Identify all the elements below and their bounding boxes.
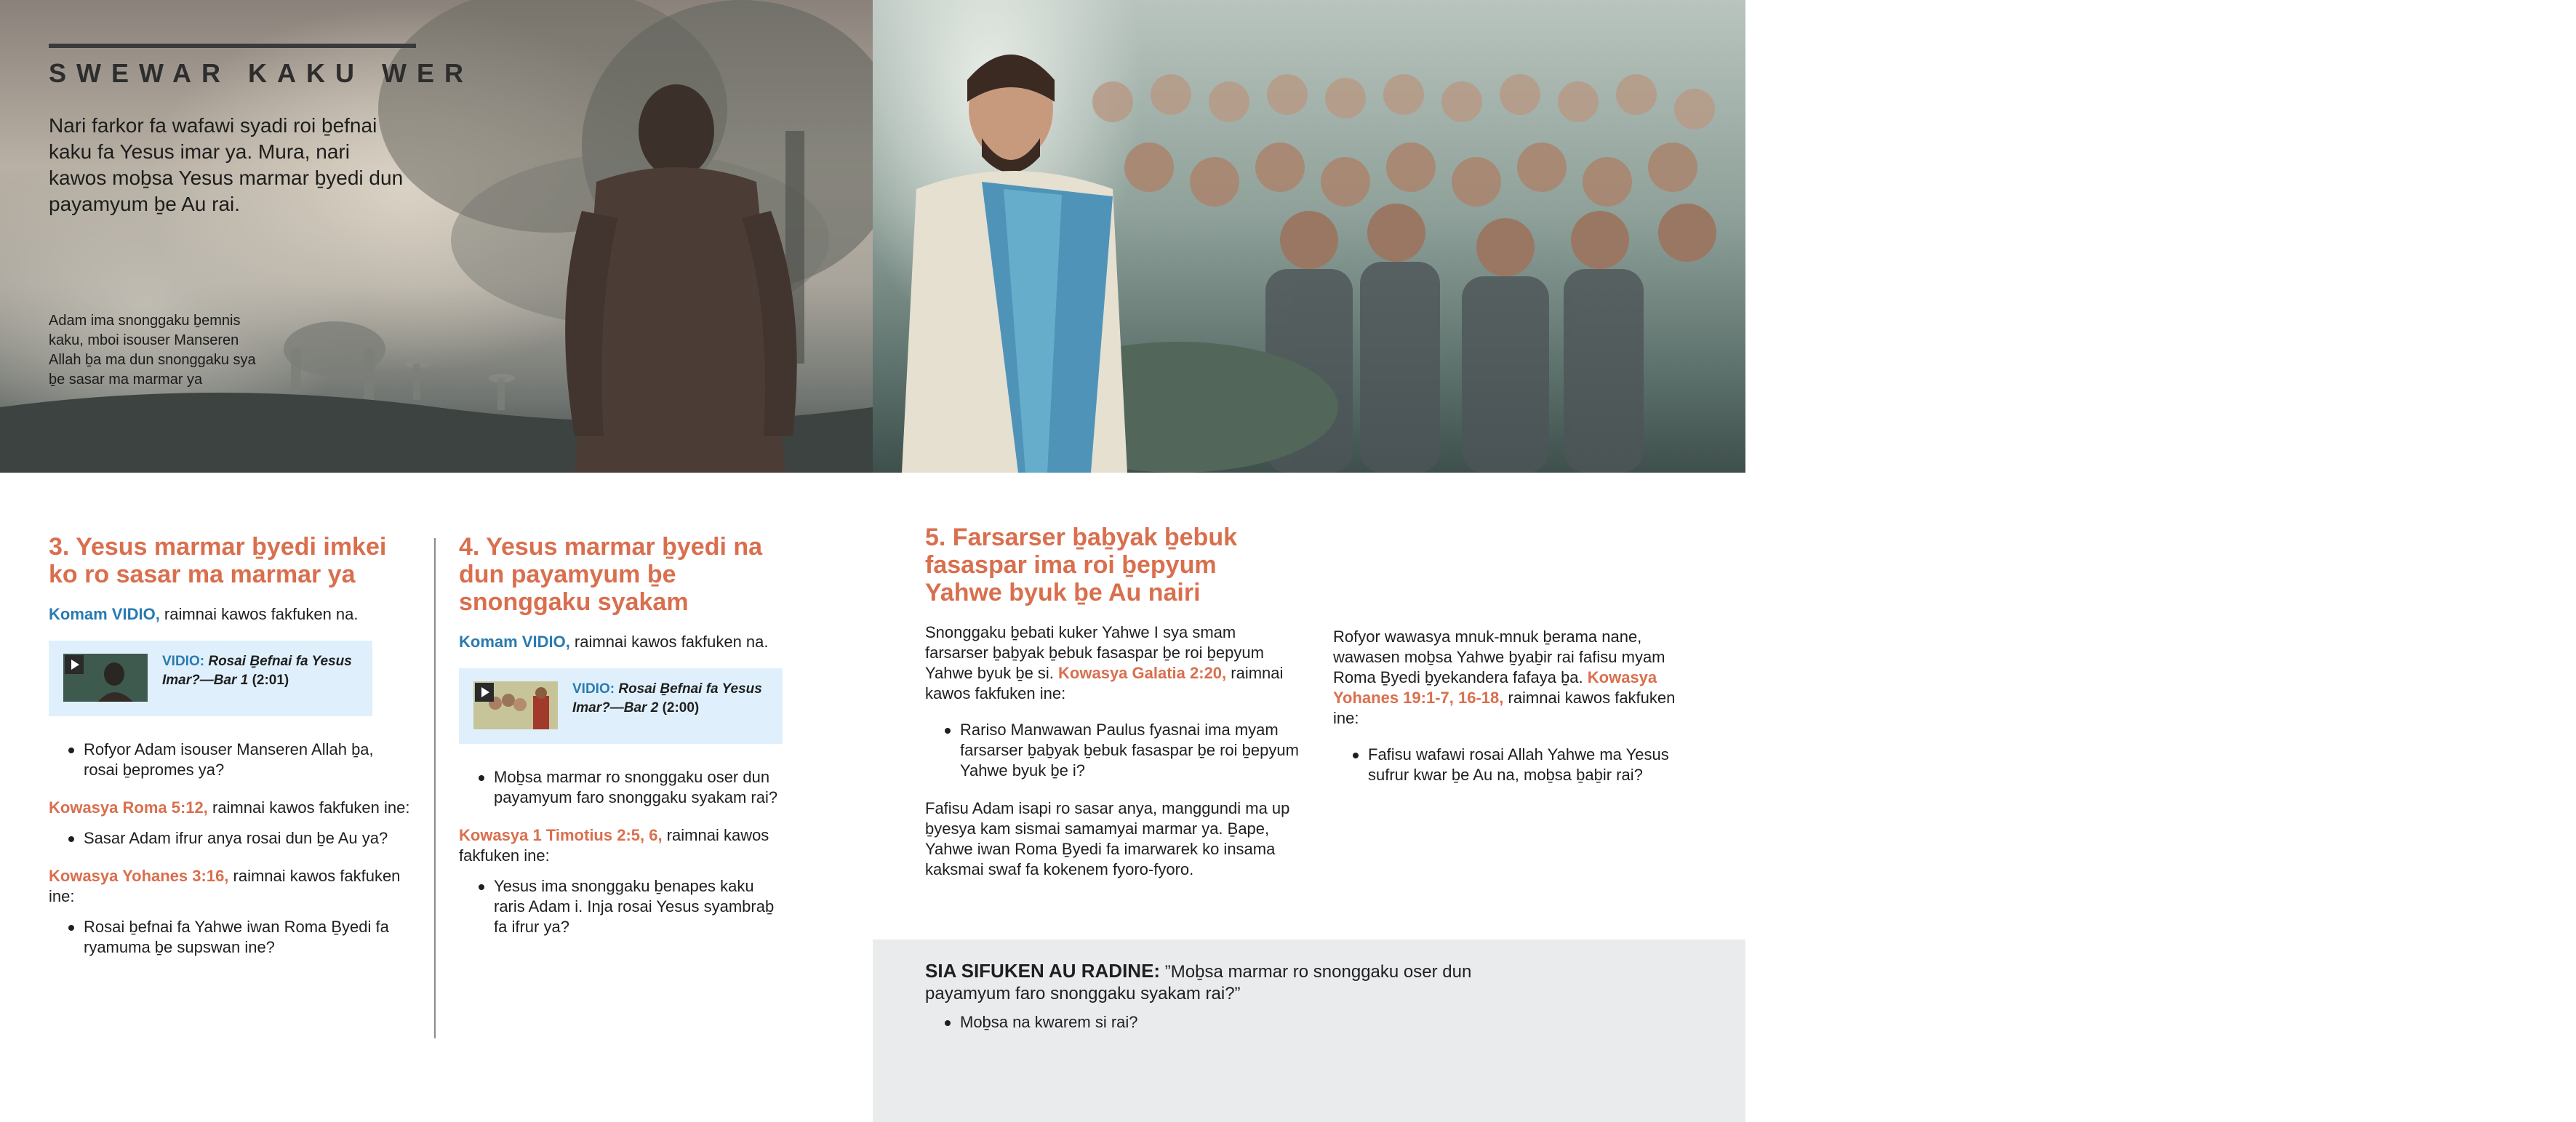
jesus-scene-art [873,0,1745,473]
video-thumbnail[interactable] [63,654,148,702]
scripture-link[interactable]: Kowasya Galatia 2:20, [1053,664,1227,682]
video-info: VIDIO: Rosai Ḇefnai fa Yesus Imar?—Bar 1 (2:01) [162,654,352,688]
review-question-box [873,939,1745,1122]
question-list [49,828,412,849]
column-divider [434,538,436,1038]
review-question: SIA SIFUKEN AU RADINE: ”Moḇsa marmar ro snonggaku oser dun payamyum faro snonggaku syakam rai?” [925,960,1472,1003]
question-list [1333,745,1697,785]
question: Moḇsa marmar ro snonggaku oser dun payamyum faro snonggaku syakam rai? [459,767,808,808]
question-list [459,767,808,808]
scripture-link[interactable]: Kowasya Roma 5:12, [49,798,208,817]
illustration-adam [0,0,873,473]
question: Yesus ima snonggaku ḇenapes kaku raris Adam i. Inja rosai Yesus syambraḇ fa ifrur ya? [459,876,779,937]
section-5 [925,524,1303,896]
scripture-instruction: Kowasya Yohanes 3:16, raimnai kawos fakfuken ine: [49,867,401,905]
scripture-instruction: Kowasya Roma 5:12, raimnai kawos fakfuken ine: [49,798,410,817]
scripture-link[interactable]: Kowasya 1 Timotius 2:5, 6, [459,826,663,844]
section-5-paragraph-1: Snonggaku ḇebati kuker Yahwe I sya smam farsarser ḇaḇyak ḇebuk fasaspar ḇe roi ḇepyum Yahwe byuk ḇe si. Kowasya Galatia 2:20, raimnai kawos fakfuken ine: [925,623,1284,702]
watch-video-link[interactable]: Komam VIDIO, [459,633,570,651]
scripture-link[interactable]: Kowasya Yohanes 19:1-7, 16-18, [1333,668,1657,707]
video-info: VIDIO: Rosai Ḇefnai fa Yesus Imar?—Bar 2 (2:00) [572,681,762,716]
section-3-title: 3. Yesus marmar ḇyedi imkei ko ro sasar ma marmar ya [49,533,387,588]
question: Rariso Manwawan Paulus fyasnai ima myam farsarser ḇaḇyak ḇebuk fasaspar ḇe roi ḇepyum Yahwe byuk ḇe i? [925,720,1303,781]
question-list [925,720,1303,781]
question: Moḇsa na kwarem si rai? [925,1012,1507,1033]
play-icon[interactable] [475,683,494,702]
section-5-title: 5. Farsarser ḇaḇyak ḇebuk fasaspar ima roi ḇepyum Yahwe byuk ḇe Au nairi [925,524,1238,606]
question: Fafisu wafawi rosai Allah Yahwe ma Yesus sufrur kwar ḇe Au na, moḇsa ḇaḇir rai? [1333,745,1697,785]
question: Sasar Adam ifrur anya rosai dun ḇe Au ya? [49,828,412,849]
caption-adam: Adam ima snonggaku ḇemnis kaku, mboi isouser Manseren Allah ḇa ma dun snonggaku sya ḇe sasar ma marmar ya [49,313,256,388]
video-card-part-1[interactable] [49,641,372,716]
section-5-paragraph-2: Fafisu Adam isapi ro sasar anya, manggundi ma up ḇyesya kam sismai samamyai marmar ya. Ḇape, Yahwe iwan Roma Ḇyedi fa imarwarek ko insama kaksmai swaf fa kokenem fyoro-fyoro. [925,799,1290,878]
section-4-watch-instruction: Komam VIDIO, raimnai kawos fakfuken na. [459,633,769,651]
watch-video-link[interactable]: Komam VIDIO, [49,605,160,623]
caption-jesus: Yesus ima snonggaku ḇemnis kaku ma isouser Manseren Allah ma dun snonggaku sya ḇe payamyum ma kankenem fyoro ya [2329,353,2557,428]
section-5-paragraph-3: Rofyor wawasya mnuk-mnuk ḇerama nane, wawasen moḇsa Yahwe ḇyaḇir rai fafisu myam Roma Ḇyedi ḇyekandera fafaya ḇa. Kowasya Yohanes 19:1-7, 16-18, raimnai kawos fakfuken ine: [1333,628,1676,727]
section-3-watch-instruction: Komam VIDIO, raimnai kawos fakfuken na. [49,605,359,623]
question-list [49,740,412,780]
section-3 [49,533,412,975]
section-5-continued [1333,627,1697,803]
question: Rosai ḇefnai fa Yahwe iwan Roma Ḇyedi fa ryamuma ḇe supswan ine? [49,917,412,958]
video-card-part-2[interactable] [459,668,783,744]
play-icon[interactable] [65,655,84,674]
section-4-title: 4. Yesus marmar ḇyedi na dun payamyum ḇe snonggaku syakam [459,533,763,616]
review-question-label: SIA SIFUKEN AU RADINE: [925,960,1161,982]
question: Rofyor Adam isouser Manseren Allah ḇa, rosai ḇepromes ya? [49,740,412,780]
question-list [459,876,779,937]
scripture-link[interactable]: Kowasya Yohanes 3:16, [49,867,229,885]
page-title: SWEWAR KAKU WER [49,58,473,88]
illustration-jesus [873,0,2557,473]
scripture-instruction: Kowasya 1 Timotius 2:5, 6, raimnai kawos fakfuken ine: [459,826,769,865]
question-list [925,1012,1507,1033]
intro-text: Nari farkor fa wafawi syadi roi ḇefnai kaku fa Yesus imar ya. Mura, nari kawos moḇsa Yesus marmar ḇyedi dun payamyum ḇe Au rai. [49,114,404,215]
title-rule [49,44,416,48]
review-question-content [925,960,1507,1050]
section-4 [459,533,808,955]
video-thumbnail[interactable] [473,681,558,729]
question-list [49,917,412,958]
